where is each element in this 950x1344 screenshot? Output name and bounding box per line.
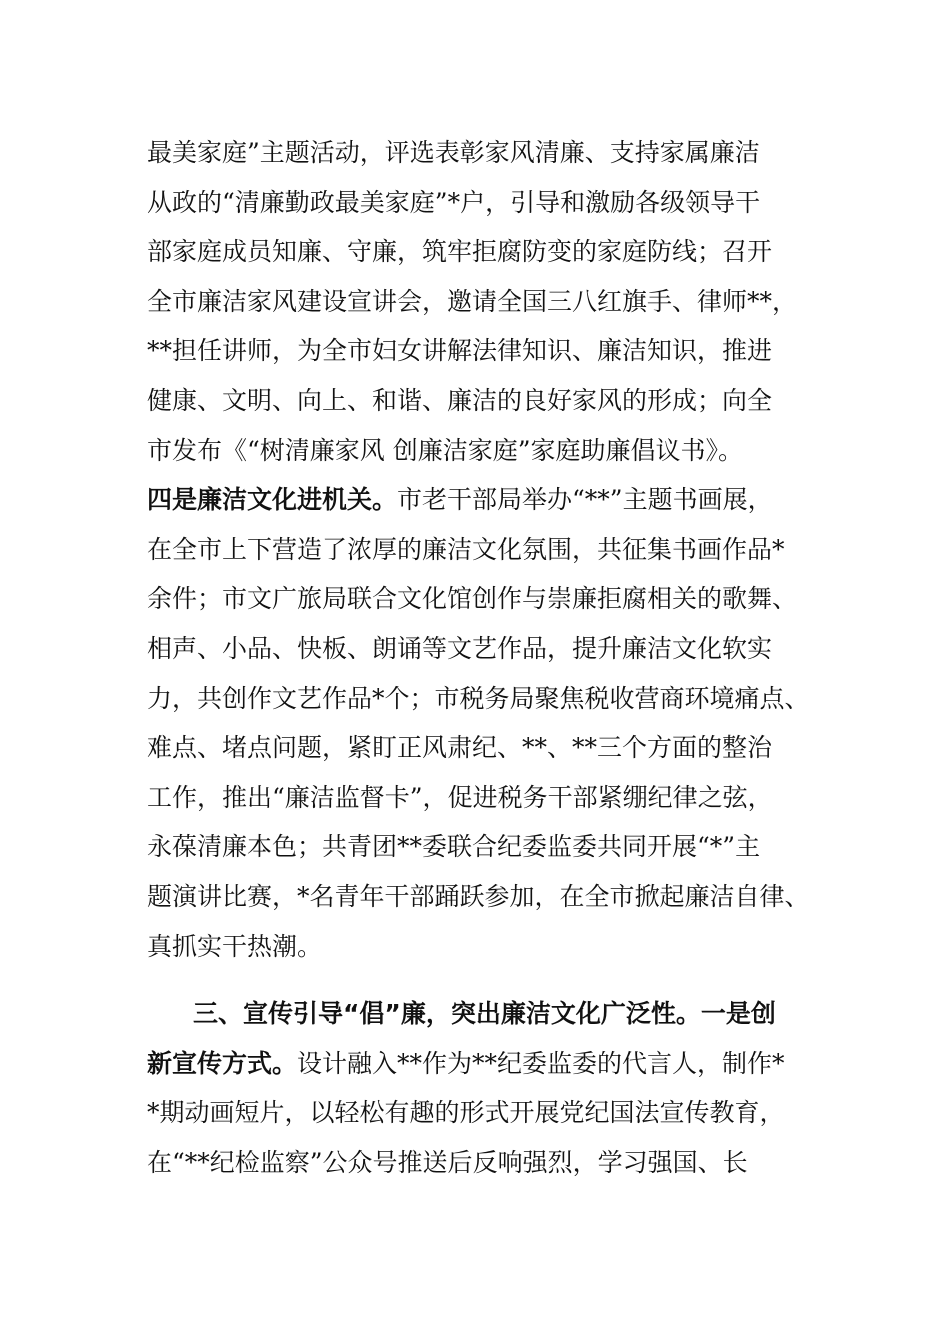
text-line xyxy=(147,922,827,972)
text-line xyxy=(147,178,827,228)
line-text: 从政的“清廉勤政最美家庭”*户，引导和激励各级领导干 xyxy=(147,187,761,217)
line-text: *期动画短片，以轻松有趣的形式开展党纪国法宣传教育， xyxy=(147,1098,785,1128)
text-line xyxy=(147,128,827,178)
line-text: 市发布《“树清廉家风 创廉洁家庭”家庭助廉倡议书》。 xyxy=(147,435,744,465)
text-line xyxy=(147,326,827,376)
text-line xyxy=(147,376,827,426)
line-text: 难点、堵点问题，紧盯正风肃纪、**、**三个方面的整治 xyxy=(147,733,773,763)
subheading: 新宣传方式。 xyxy=(147,1048,298,1078)
text-line xyxy=(147,723,827,773)
line-text: 相声、小品、快板、朗诵等文艺作品，提升廉洁文化软实 xyxy=(147,633,773,663)
text-line xyxy=(147,674,827,724)
section-heading-line xyxy=(147,989,827,1039)
subheading: 四是廉洁文化进机关。 xyxy=(147,485,398,515)
text-line xyxy=(147,822,827,872)
text-line xyxy=(147,624,827,674)
line-text: 力，共创作文艺作品*个；市税务局聚焦税收营商环境痛点、 xyxy=(147,683,810,713)
line-text: **担任讲师，为全市妇女讲解法律知识、廉洁知识，推进 xyxy=(147,336,773,366)
line-text: 全市廉洁家风建设宣讲会，邀请全国三八红旗手、律师**， xyxy=(147,286,798,316)
text-line xyxy=(147,1088,827,1138)
line-text: 余件；市文广旅局联合文化馆创作与崇廉拒腐相关的歌舞、 xyxy=(147,584,798,614)
line-text: 工作，推出“廉洁监督卡”，促进税务干部紧绷纪律之弦， xyxy=(147,782,773,812)
line-text: 在全市上下营造了浓厚的廉洁文化氛围，共征集书画作品* xyxy=(147,534,785,564)
line-text: 健康、文明、向上、和谐、廉洁的良好家风的形成；向全 xyxy=(147,385,773,415)
text-line xyxy=(147,475,827,525)
text-line xyxy=(147,525,827,575)
text-line xyxy=(147,426,827,476)
line-text: 市老干部局举办“**”主题书画展， xyxy=(397,485,773,515)
line-text: 永葆清廉本色；共青团**委联合纪委监委共同开展“*”主 xyxy=(147,832,761,862)
text-line xyxy=(147,1039,827,1089)
text-line xyxy=(147,872,827,922)
text-line xyxy=(147,277,827,327)
line-text: 在“**纪检监察”公众号推送后反响强烈，学习强国、长 xyxy=(147,1147,748,1177)
text-line xyxy=(147,574,827,624)
line-text: 设计融入**作为**纪委监委的代言人，制作* xyxy=(297,1048,785,1078)
text-line xyxy=(147,773,827,823)
line-text: 最美家庭”主题活动，评选表彰家风清廉、支持家属廉洁 xyxy=(147,138,760,167)
text-line xyxy=(147,227,827,277)
text-line xyxy=(147,1138,827,1188)
line-text: 题演讲比赛，*名青年干部踊跃参加，在全市掀起廉洁自律、 xyxy=(147,881,810,911)
section-heading: 三、宣传引导“倡”廉，突出廉洁文化广泛性。一是创 xyxy=(193,999,776,1029)
paragraph-gap xyxy=(147,971,827,989)
body-text xyxy=(147,128,827,1187)
line-text: 部家庭成员知廉、守廉，筑牢拒腐防变的家庭防线；召开 xyxy=(147,237,773,267)
line-text: 真抓实干热潮。 xyxy=(147,931,323,961)
